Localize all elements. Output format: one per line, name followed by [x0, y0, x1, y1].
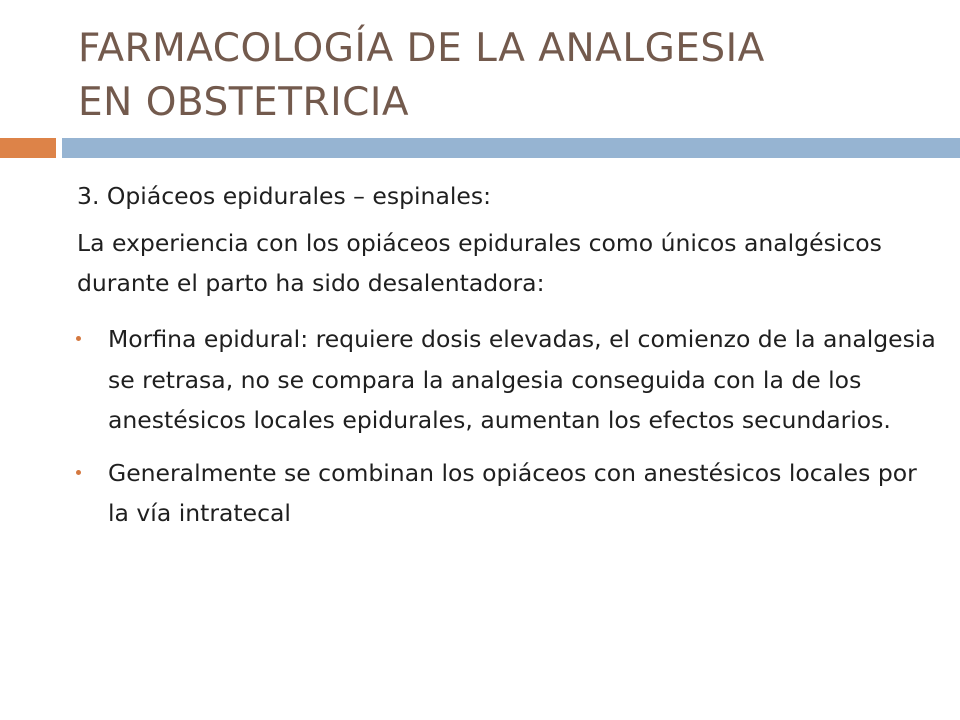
- list-item-text: Morfina epidural: requiere dosis elevadas, el comienzo de la analgesia se retrasa, no se compara la analgesia conseguida con la de los anestésicos locales epidurales, aumentan los efectos secundarios.: [108, 325, 936, 434]
- list-item: [77, 453, 937, 534]
- slide-title-line-1: FARMACOLOGÍA DE LA ANALGESIA: [78, 26, 765, 71]
- section-heading: 3. Opiáceos epidurales – espinales:: [77, 182, 491, 210]
- list-item: [77, 319, 937, 441]
- accent-bar-blue: [62, 138, 960, 158]
- accent-bar-orange: [0, 138, 56, 158]
- slide-title-line-2: EN OBSTETRICIA: [78, 80, 410, 125]
- bullet-list: [77, 319, 937, 534]
- intro-paragraph: La experiencia con los opiáceos epidurales como únicos analgésicos durante el parto ha sido desalentadora:: [77, 229, 882, 297]
- bullet-icon: [76, 336, 81, 341]
- slide-body: [77, 176, 937, 546]
- list-item-text: Generalmente se combinan los opiáceos con anestésicos locales por la vía intratecal: [108, 458, 917, 527]
- bullet-icon: [76, 470, 81, 475]
- slide-title: [78, 22, 938, 130]
